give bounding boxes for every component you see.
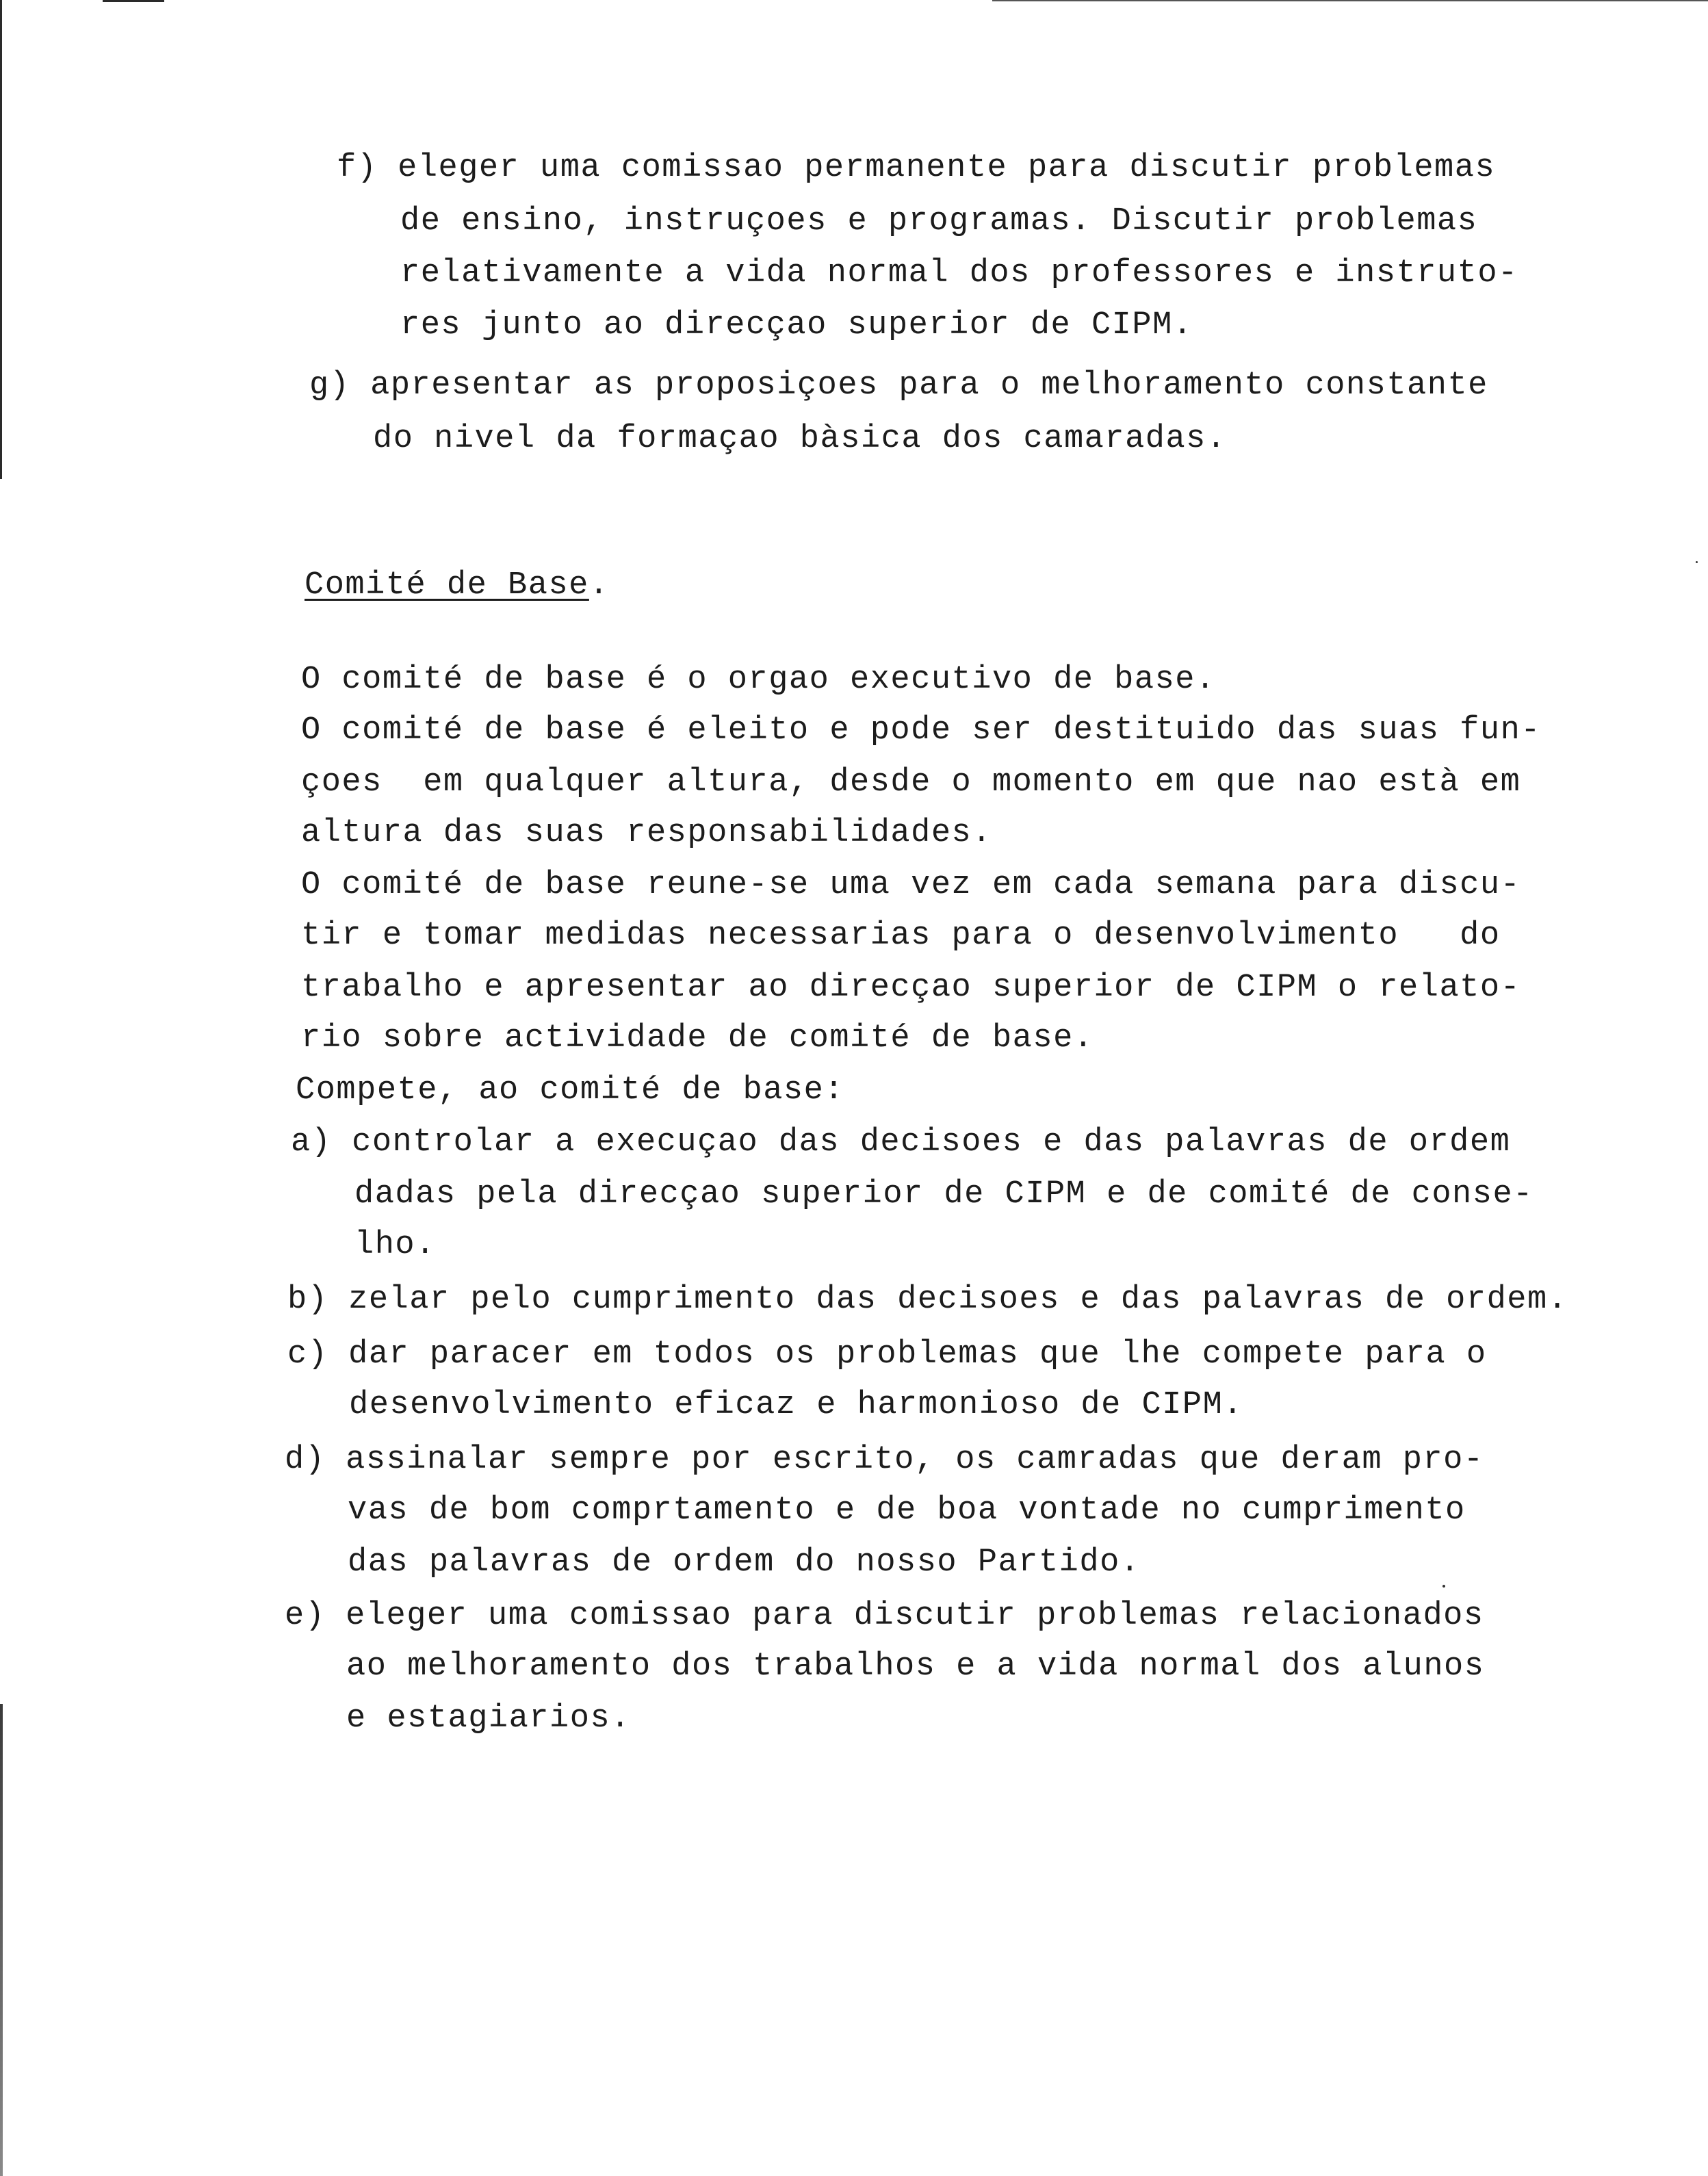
list-item-c-line-2: desenvolvimento eficaz e harmonioso de CIPM. bbox=[349, 1387, 1244, 1423]
list-item-a-line-2: dadas pela direcçao superior de CIPM e de comité de conse- bbox=[354, 1176, 1534, 1213]
paragraph-2-line-3: altura das suas responsabilidades. bbox=[301, 815, 992, 851]
list-item-e-line-1: e) eleger uma comissao para discutir problemas relacionados bbox=[285, 1598, 1484, 1634]
list-item-c-line-1: c) dar paracer em todos os problemas que lhe compete para o bbox=[287, 1336, 1487, 1373]
section-heading-text: Comité de Base bbox=[305, 567, 589, 604]
paragraph-3-line-1: O comité de base reune-se uma vez em cada semana para discu- bbox=[301, 867, 1521, 903]
paragraph-2-line-1: O comité de base é eleito e pode ser destituido das suas fun- bbox=[301, 712, 1541, 749]
section-heading-suffix: . bbox=[588, 567, 610, 604]
list-item-d-line-3: das palavras de ordem do nosso Partido. bbox=[348, 1544, 1141, 1581]
list-item-b-line-1: b) zelar pelo cumprimento das decisoes e das palavras de ordem. bbox=[287, 1282, 1568, 1318]
section-heading bbox=[305, 567, 610, 605]
paragraph-3-line-4: rio sobre actividade de comité de base. bbox=[301, 1020, 1094, 1057]
list-item-f-line-4: res junto ao direcçao superior de CIPM. bbox=[400, 307, 1193, 344]
list-item-d-line-2: vas de bom comprtamento e de boa vontade no cumprimento bbox=[348, 1492, 1466, 1529]
list-item-f-line-3: relativamente a vida normal dos professores e instruto- bbox=[400, 255, 1518, 292]
scan-speck bbox=[1442, 1585, 1445, 1588]
scan-edge-left bbox=[0, 0, 2, 479]
list-item-d-line-1: d) assinalar sempre por escrito, os camradas que deram pro- bbox=[285, 1442, 1484, 1478]
paragraph-4-line-1: Compete, ao comité de base: bbox=[296, 1072, 845, 1109]
scan-edge-top bbox=[103, 0, 164, 2]
list-item-e-line-3: e estagiarios. bbox=[346, 1700, 631, 1737]
scan-edge-top-right bbox=[992, 0, 1708, 1]
list-item-f-line-2: de ensino, instruçoes e programas. Discutir problemas bbox=[400, 203, 1478, 239]
list-item-g-line-1: g) apresentar as proposiçoes para o melhoramento constante bbox=[309, 367, 1488, 404]
list-item-e-line-2: ao melhoramento dos trabalhos e a vida normal dos alunos bbox=[346, 1648, 1485, 1685]
list-item-f-line-1: f) eleger uma comissao permanente para discutir problemas bbox=[337, 150, 1496, 186]
list-item-a-line-3: lho. bbox=[354, 1227, 436, 1263]
list-item-a-line-1: a) controlar a execuçao das decisoes e das palavras de ordem bbox=[291, 1124, 1511, 1161]
scan-speck bbox=[1696, 561, 1698, 563]
scan-edge-left-lower bbox=[0, 1704, 3, 2176]
paragraph-3-line-3: trabalho e apresentar ao direcçao superior de CIPM o relato- bbox=[301, 970, 1521, 1006]
paragraph-2-line-2: çoes em qualquer altura, desde o momento em que nao està em bbox=[301, 764, 1521, 801]
list-item-g-line-2: do nivel da formaçao bàsica dos camaradas. bbox=[373, 421, 1227, 457]
paragraph-1-line-1: O comité de base é o orgao executivo de base. bbox=[301, 662, 1216, 698]
paragraph-3-line-2: tir e tomar medidas necessarias para o desenvolvimento do bbox=[301, 918, 1501, 954]
